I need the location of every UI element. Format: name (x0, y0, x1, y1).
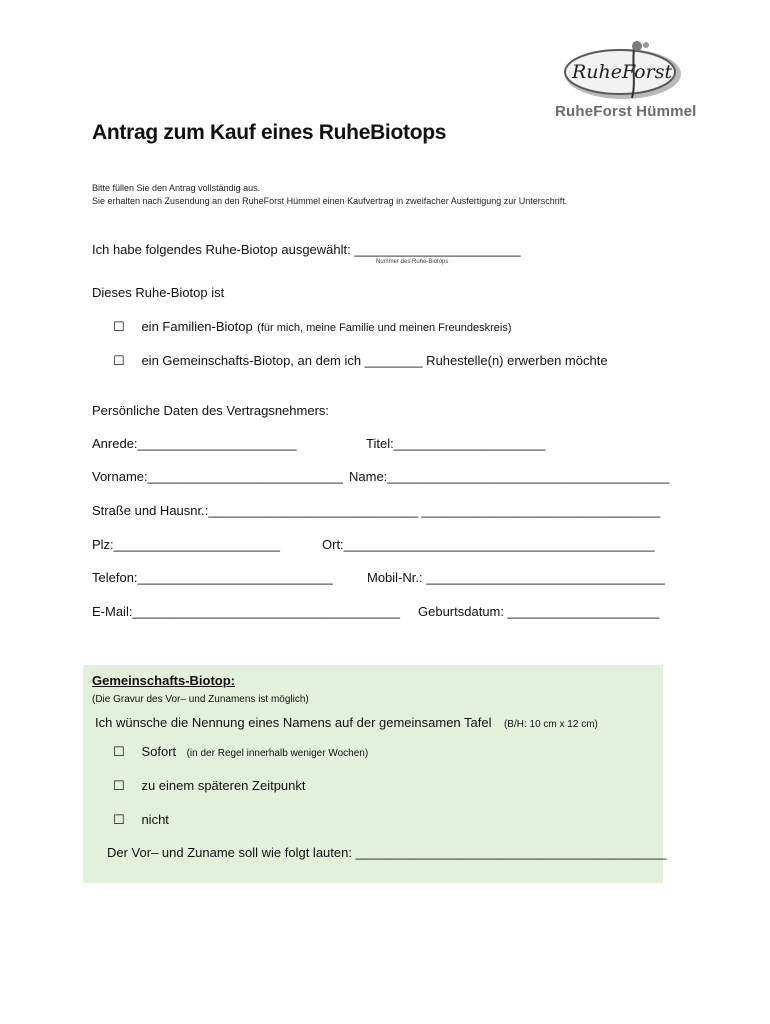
checkbox-icon[interactable]: ☐ (113, 353, 125, 368)
plz-field[interactable]: Plz:_______________________ (92, 537, 280, 552)
option-spaeter[interactable] (113, 777, 306, 795)
option-gemeinschafts-label: ein Gemeinschafts-Biotop, an dem ich ________ Ruhestelle(n) erwerben möchte (141, 353, 608, 368)
biotop-number-hint: Nummer des Ruhe-Biotops (376, 259, 449, 265)
svg-text:RuheForst: RuheForst (572, 61, 673, 83)
email-field[interactable]: E-Mail:_____________________________________ (92, 604, 400, 619)
biotop-type-heading: Dieses Ruhe-Biotop ist (92, 285, 225, 300)
biotop-number-field[interactable]: Ich habe folgendes Ruhe-Biotop ausgewählt: _______________________ (92, 242, 521, 257)
geburtsdatum-field[interactable]: Geburtsdatum: _____________________ (418, 604, 660, 619)
mobil-field[interactable]: Mobil-Nr.: _________________________________ (367, 570, 665, 585)
name-wish-text: Ich wünsche die Nennung eines Namens auf der gemeinsamen Tafel (95, 715, 492, 730)
strasse-field[interactable]: Straße und Hausnr.:_____________________________ _________________________________ (92, 503, 661, 518)
intro-line-2: Sie erhalten nach Zusendung an den RuheForst Hümmel einen Kaufvertrag in zweifacher Ausfertigung zur Unterschrift. (92, 196, 568, 206)
personal-data-heading: Persönliche Daten des Vertragsnehmers: (92, 403, 330, 418)
ort-field[interactable]: Ort:___________________________________________ (322, 537, 655, 552)
checkbox-icon[interactable]: ☐ (113, 812, 125, 827)
option-sofort[interactable] (113, 743, 368, 761)
checkbox-icon[interactable]: ☐ (113, 319, 125, 334)
name-wish-row (95, 714, 598, 732)
option-nicht-label: nicht (141, 812, 169, 827)
checkbox-icon[interactable]: ☐ (113, 744, 125, 759)
telefon-field[interactable]: Telefon:___________________________ (92, 570, 333, 585)
tafel-size: (B/H: 10 cm x 12 cm) (503, 719, 598, 730)
gemeinschafts-heading: Gemeinschafts-Biotop: (92, 673, 236, 688)
option-familien-note: (für mich, meine Familie und meinen Freundeskreis) (257, 322, 512, 334)
checkbox-icon[interactable]: ☐ (113, 778, 125, 793)
option-sofort-note: (in der Regel innerhalb weniger Wochen) (186, 748, 369, 759)
titel-field[interactable]: Titel:_____________________ (366, 436, 546, 451)
option-spaeter-label: zu einem späteren Zeitpunkt (141, 778, 306, 793)
gravur-note: (Die Gravur des Vor– und Zunamens ist möglich) (92, 694, 309, 705)
option-nicht[interactable] (113, 811, 169, 829)
option-sofort-label: Sofort (141, 744, 177, 759)
page-title: Antrag zum Kauf eines RuheBiotops (92, 121, 447, 144)
engraving-name-field[interactable]: Der Vor– und Zuname soll wie folgt lauten: ___________________________________________ (107, 845, 667, 860)
intro-line-1: Bitte füllen Sie den Antrag vollständig aus. (92, 183, 261, 193)
name-field[interactable]: Name:_______________________________________ (349, 469, 670, 484)
anrede-field[interactable]: Anrede:______________________ (92, 436, 297, 451)
logo-caption: RuheForst Hümmel (555, 103, 697, 120)
option-familien-biotop[interactable] (113, 318, 512, 336)
vorname-field[interactable]: Vorname:___________________________ (92, 469, 343, 484)
option-familien-label: ein Familien-Biotop (141, 319, 253, 334)
option-gemeinschafts-biotop[interactable] (113, 352, 608, 370)
